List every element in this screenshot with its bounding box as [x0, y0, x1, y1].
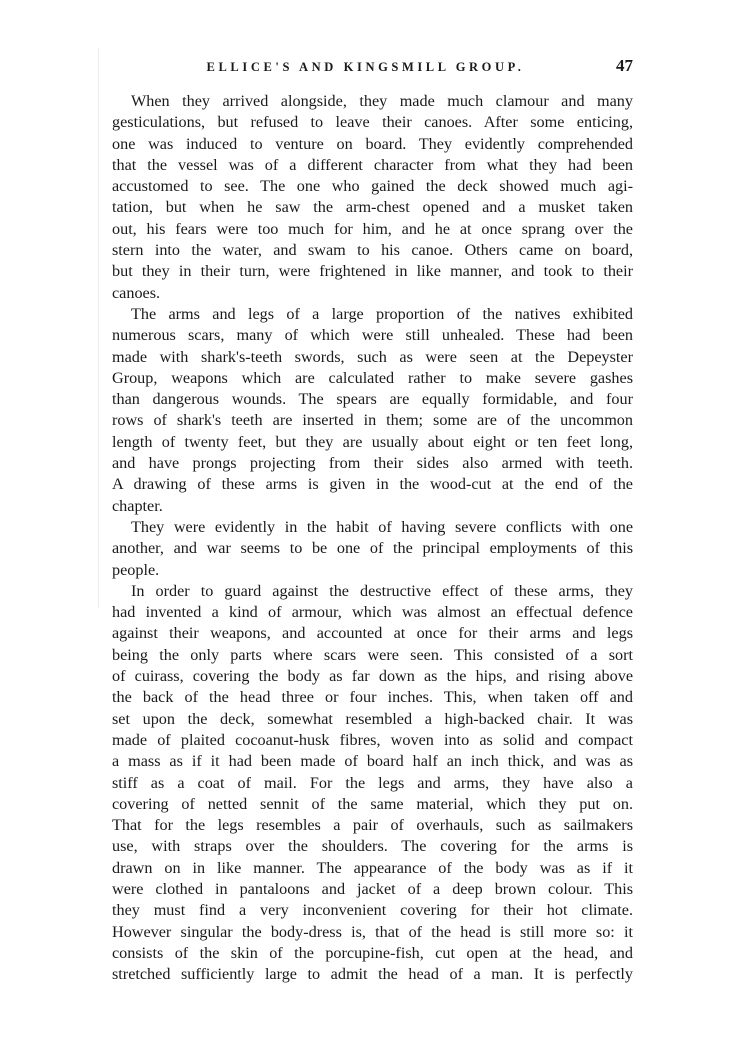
text-line: A drawing of these arms is given in the wood-cut at the end of the: [112, 475, 633, 494]
text-line: had invented a kind of armour, which was almost an effectual defence: [112, 603, 633, 622]
text-line: In order to guard against the destructive effect of these arms, they: [131, 581, 633, 600]
text-line: use, with straps over the shoulders. The covering for the arms is: [112, 837, 633, 856]
text-line: were clothed in pantaloons and jacket of a deep brown colour. This: [112, 879, 633, 898]
text-line: out, his fears were too much for him, and he at once sprang over the: [112, 219, 633, 238]
paragraph: [112, 581, 633, 986]
text-line: That for the legs resembles a pair of overhauls, such as sailmakers: [112, 816, 633, 835]
text-line: However singular the body-dress is, that of the head is still more so: it: [112, 922, 633, 941]
text-line: a mass as if it had been made of board half an inch thick, and was as: [112, 752, 633, 771]
page-body: [112, 91, 633, 985]
text-line: that the vessel was of a different character from what they had been: [112, 155, 633, 174]
text-line: stiff as a coat of mail. For the legs and arms, they have also a: [112, 773, 633, 792]
text-line: one was induced to venture on board. They evidently comprehended: [112, 134, 633, 153]
text-line: made with shark's-teeth swords, such as were seen at the Depeyster: [112, 347, 633, 366]
paragraph: [112, 517, 633, 581]
text-line: another, and war seems to be one of the principal employments of this: [112, 539, 633, 558]
text-line: accustomed to see. The one who gained the deck showed much agi-: [112, 177, 633, 196]
text-line: the back of the head three or four inches. This, when taken off and: [112, 688, 633, 707]
text-line: of cuirass, covering the body as far down as the hips, and rising above: [112, 667, 633, 686]
text-line: When they arrived alongside, they made much clamour and many: [131, 92, 633, 110]
paragraph: [112, 91, 633, 304]
text-line: canoes.: [112, 283, 161, 302]
text-line: tation, but when he saw the arm-chest opened and a musket taken: [112, 198, 633, 217]
paragraph: [112, 304, 633, 517]
text-line: consists of the skin of the porcupine-fish, cut open at the head, and: [112, 943, 633, 962]
text-line: drawn on in like manner. The appearance of the body was as if it: [112, 858, 633, 877]
text-line: against their weapons, and accounted at once for their arms and legs: [112, 624, 633, 643]
text-line: than dangerous wounds. The spears are equally formidable, and four: [112, 390, 633, 409]
text-line: rows of shark's teeth are inserted in them; some are of the uncommon: [112, 411, 633, 430]
text-line: chapter.: [112, 496, 163, 515]
text-line: people.: [112, 560, 160, 579]
text-line: The arms and legs of a large proportion of the natives exhibited: [131, 304, 633, 323]
running-title: ELLICE'S AND KINGSMILL GROUP.: [206, 60, 525, 74]
text-line: length of twenty feet, but they are usually about eight or ten feet long,: [112, 432, 633, 451]
page-number: 47: [616, 56, 633, 75]
text-line: numerous scars, many of which were still unhealed. These had been: [112, 326, 633, 345]
text-line: but they in their turn, were frightened in like manner, and took to their: [112, 262, 633, 281]
text-line: and have prongs projecting from their sides also armed with teeth.: [112, 454, 633, 473]
text-line: made of plaited cocoanut-husk fibres, woven into as solid and compact: [112, 730, 633, 749]
text-line: set upon the deck, somewhat resembled a high-backed chair. It was: [112, 709, 633, 728]
text-line: Group, weapons which are calculated rather to make severe gashes: [112, 368, 633, 387]
text-line: stretched sufficiently large to admit the head of a man. It is perfectly: [112, 965, 633, 984]
running-head: [112, 56, 633, 80]
text-line: they must find a very inconvenient covering for their hot climate.: [112, 901, 633, 920]
text-line: They were evidently in the habit of having severe conflicts with one: [131, 517, 633, 536]
page-gutter-shadow: [98, 48, 99, 608]
text-line: stern into the water, and swam to his canoe. Others came on board,: [112, 241, 633, 260]
text-line: covering of netted sennit of the same material, which they put on.: [112, 794, 633, 813]
text-line: gesticulations, but refused to leave their canoes. After some enticing,: [112, 113, 633, 132]
text-line: being the only parts where scars were seen. This consisted of a sort: [112, 645, 633, 664]
